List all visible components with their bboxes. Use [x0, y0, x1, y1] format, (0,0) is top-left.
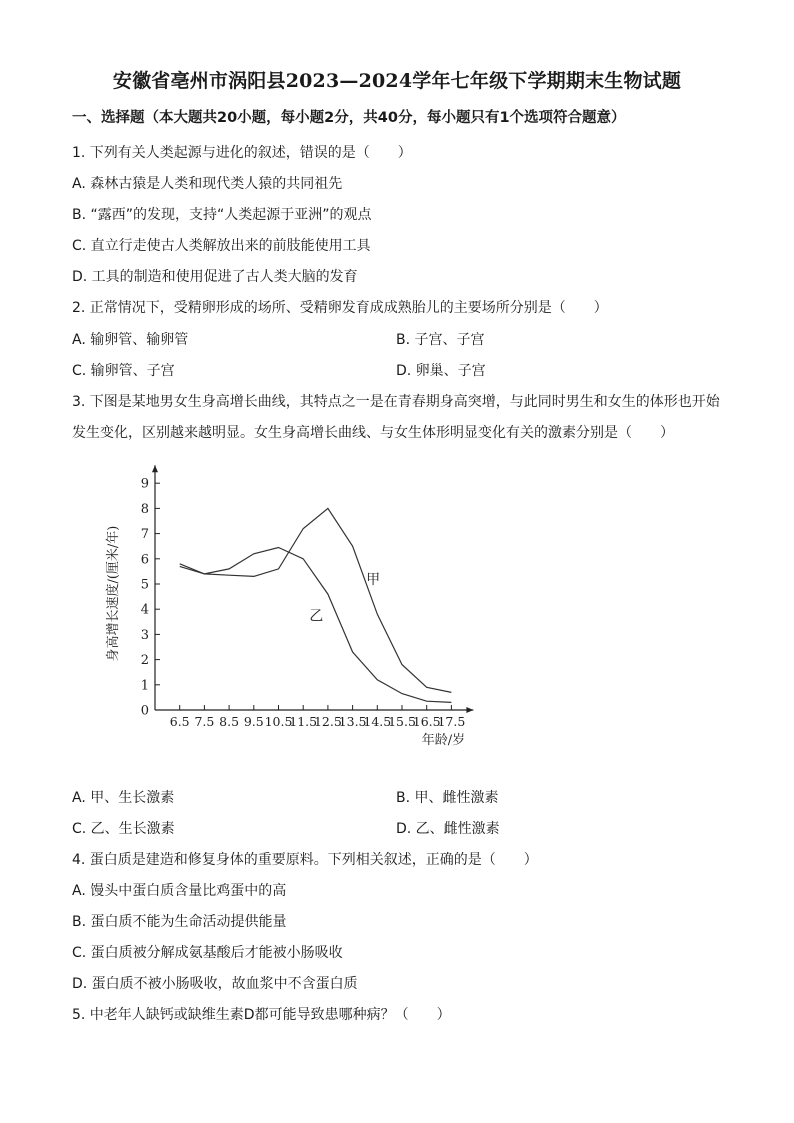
- y-tick-label: 4: [140, 602, 149, 618]
- y-tick-label: 1: [140, 678, 149, 694]
- question-2-stem: 2. 正常情况下，受精卵形成的场所、受精卵发育成成熟胎儿的主要场所分别是（ ）: [72, 300, 608, 316]
- x-axis-label: 年龄/岁: [421, 733, 466, 748]
- x-tick-label: 14.5: [363, 714, 392, 729]
- y-tick-label: 7: [140, 527, 149, 543]
- y-tick-label: 9: [140, 476, 149, 492]
- series-label-yi: 乙: [309, 608, 324, 625]
- question-3-option-b: B. 甲、雌性激素: [396, 790, 499, 806]
- x-tick-label: 12.5: [313, 714, 342, 729]
- page-title: 安徽省亳州市涡阳县2023—2024学年七年级下学期期末生物试题: [112, 70, 682, 92]
- question-1-option-a: A. 森林古猿是人类和现代类人猿的共同祖先: [72, 176, 343, 192]
- series-line-2: [180, 548, 452, 703]
- question-1-option-b: B. “露西”的发现，支持“人类起源于亚洲”的观点: [72, 207, 372, 223]
- y-tick-label: 6: [140, 552, 149, 568]
- y-tick-label: 5: [140, 577, 149, 593]
- series-label-jia: 甲: [366, 572, 381, 588]
- series-line-1: [180, 508, 452, 692]
- x-tick-label: 15.5: [388, 714, 416, 729]
- y-tick-label: 3: [140, 627, 149, 643]
- question-4-option-d: D. 蛋白质不被小肠吸收，故血浆中不含蛋白质: [72, 976, 358, 992]
- growth-chart: [100, 462, 480, 752]
- y-axis-label: 身高增长速度/(厘米/年): [106, 525, 121, 662]
- question-3-option-a: A. 甲、生长激素: [72, 790, 175, 806]
- y-tick-label: 2: [140, 653, 149, 669]
- question-1-stem: 1. 下列有关人类起源与进化的叙述，错误的是（ ）: [72, 145, 412, 161]
- question-2-option-a: A. 输卵管、输卵管: [72, 332, 189, 348]
- y-axis-arrow: [152, 465, 158, 472]
- x-tick-label: 6.5: [169, 714, 190, 729]
- section-heading: 一、选择题（本大题共20小题，每小题2分，共40分，每小题只有1个选项符合题意）: [72, 110, 626, 126]
- x-tick-label: 7.5: [194, 714, 215, 729]
- question-3-option-d: D. 乙、雌性激素: [396, 821, 500, 837]
- question-4-option-a: A. 馒头中蛋白质含量比鸡蛋中的高: [72, 883, 287, 899]
- question-4-stem: 4. 蛋白质是建造和修复身体的重要原料。下列相关叙述，正确的是（ ）: [72, 852, 538, 868]
- x-tick-label: 11.5: [289, 714, 318, 729]
- x-tick-label: 13.5: [338, 714, 367, 729]
- y-tick-label: 8: [140, 501, 149, 517]
- question-1-option-c: C. 直立行走使古人类解放出来的前肢能使用工具: [72, 238, 371, 254]
- x-tick-label: 17.5: [437, 714, 466, 729]
- question-4-option-c: C. 蛋白质被分解成氨基酸后才能被小肠吸收: [72, 945, 343, 961]
- question-5-stem: 5. 中老年人缺钙或缺维生素D都可能导致患哪种病？（ ）: [72, 1007, 451, 1023]
- question-2-option-b: B. 子宫、子宫: [396, 332, 485, 348]
- question-3-stem-line-2: 发生变化，区别越来越明显。女生身高增长曲线、与女生体形明显变化有关的激素分别是（ ）: [72, 425, 674, 441]
- question-1-option-d: D. 工具的制造和使用促进了古人类大脑的发育: [72, 269, 358, 285]
- question-2-option-c: C. 输卵管、子宫: [72, 363, 175, 379]
- question-3-option-c: C. 乙、生长激素: [72, 821, 175, 837]
- x-tick-label: 16.5: [412, 714, 441, 729]
- x-tick-label: 9.5: [243, 714, 264, 729]
- x-tick-label: 8.5: [219, 714, 240, 729]
- x-axis-arrow: [466, 707, 473, 713]
- question-2-option-d: D. 卵巢、子宫: [396, 363, 486, 379]
- x-tick-label: 10.5: [264, 714, 293, 729]
- question-3-stem-line-1: 3. 下图是某地男女生身高增长曲线，其特点之一是在青春期身高突增，与此同时男生和女生的体形也开始: [72, 394, 720, 410]
- y-tick-label: 0: [140, 703, 149, 719]
- question-4-option-b: B. 蛋白质不能为生命活动提供能量: [72, 914, 287, 930]
